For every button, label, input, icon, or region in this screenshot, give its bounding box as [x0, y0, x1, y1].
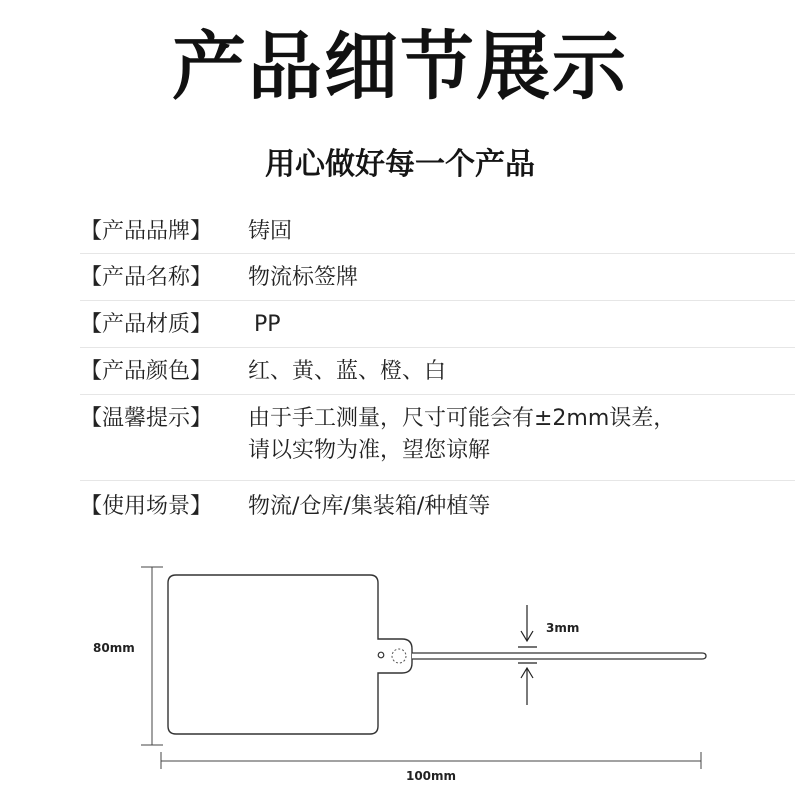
spec-row-name — [80, 254, 795, 301]
height-label: 80mm — [93, 641, 135, 655]
width-label: 100mm — [405, 769, 457, 783]
spec-row-notice — [80, 395, 795, 481]
tag-dimension-diagram — [0, 555, 800, 800]
spec-row-color — [80, 348, 795, 395]
page-title: 产品细节展示 — [172, 24, 628, 110]
spec-label: 【产品品牌】 — [80, 219, 213, 244]
height-dimension-line — [141, 567, 163, 745]
notice-line-1: 由于手工测量，尺寸可能会有±2mm误差， — [248, 406, 676, 431]
spec-label: 【产品材质】 — [80, 312, 213, 337]
spec-label: 【使用场景】 — [80, 494, 213, 519]
spec-row-brand — [80, 208, 795, 254]
spec-row-usage — [80, 481, 795, 528]
thickness-label: 3mm — [546, 621, 580, 635]
width-dimension-line — [161, 752, 701, 769]
spec-row-material — [80, 301, 795, 348]
spec-value — [248, 403, 795, 467]
spec-value: 物流/仓库/集装箱/种植等 — [248, 494, 491, 519]
thickness-arrow-bottom — [521, 668, 533, 705]
spec-value: PP — [254, 312, 281, 337]
spec-table — [80, 208, 795, 528]
tag-body — [168, 575, 412, 734]
thickness-arrow-top — [521, 605, 533, 641]
spec-value: 红、黄、蓝、橙、白 — [248, 359, 447, 384]
spec-label: 【产品颜色】 — [80, 359, 213, 384]
notice-line-2: 请以实物为准，望您谅解 — [248, 438, 491, 463]
spec-label: 【产品名称】 — [80, 265, 213, 290]
page-subtitle: 用心做好每一个产品 — [265, 147, 535, 182]
tag-strap — [412, 653, 706, 659]
spec-label: 【温馨提示】 — [80, 406, 213, 431]
spec-value: 物流标签牌 — [248, 265, 359, 290]
spec-value: 铸固 — [248, 219, 293, 244]
